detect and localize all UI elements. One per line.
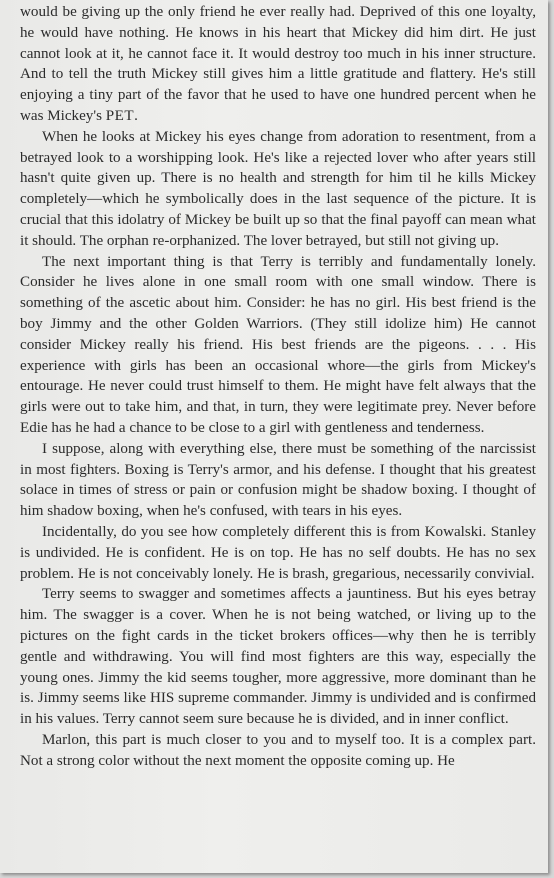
paragraph-1 (20, 2, 536, 127)
paragraph-7: Marlon, this part is much closer to you and to myself too. It is a complex part. Not a strong color without the next moment the opposite coming up. He (20, 731, 536, 769)
paragraph-6: Terry seems to swagger and sometimes affects a jauntiness. But his eyes betray him. The swagger is a cover. When he is not being watched, or living up to the pictures on the fight cards in the ticket brokers offices—why then he is terribly gentle and withdrawing. You will find most fighters are this way, especially the young ones. Jimmy the kid seems tougher, more aggressive, more dominant than he is. Jimmy seems like HIS supreme commander. Jimmy is undivided and is confirmed in his values. Terry cannot seem sure because he is divided, and in inner conflict. (20, 586, 536, 728)
paragraph-2: When he looks at Mickey his eyes change from adoration to resentment, from a betrayed look to a worshipping look. He's like a rejected lover who after years still hasn't quite given up. There is no health and strength for him til he kills Mickey completely—which he symbolically does in the last sequence of the picture. It is crucial that this idolatry of Mickey be built up so that the final payoff can mean what it should. The orphan re-orphanized. The lover betrayed, but still not giving up. (20, 128, 536, 249)
body-text (20, 2, 536, 771)
paragraph-5: Incidentally, do you see how completely different this is from Kowalski. Stanley is undivided. He is confident. He is on top. He has no self doubts. He has no sex problem. He is not conceivably lonely. He is brash, gregarious, necessarily convivial. (20, 523, 536, 582)
paragraph-1-text: would be giving up the only friend he ever really had. Deprived of this one loyalty, he would have nothing. He knows in his heart that Mickey did him dirt. He just cannot look at it, he cannot face it. It would destroy too much in his inner structure. And to tell the truth Mickey still gives him a little gratitude and flattery. He's still enjoying a tiny part of the favor that he used to have one hundred percent when he was Mickey's (20, 4, 536, 124)
pet-small-caps: PET (105, 107, 135, 124)
paragraph-1-end: . (134, 107, 138, 124)
paragraph-3: The next important thing is that Terry is terribly and fundamentally lonely. Consider he lives alone in one small room with one small window. There is something of the ascetic about him. Consider: he has no girl. His best friend is the boy Jimmy and the other Golden Warriors. (They still idolize him) He cannot consider Mickey really his friend. His best friends are the pigeons. . . . His experience with girls has been an occasional whore—the girls from Mickey's entourage. He never could trust himself to them. He might have felt always that the girls were out to take him, and that, in turn, they were legitimate prey. Never before Edie has he had a chance to be close to a girl with gentleness and tenderness. (20, 253, 536, 436)
paragraph-4: I suppose, along with everything else, there must be something of the narcissist in most fighters. Boxing is Terry's armor, and his defense. I thought that his greatest solace in times of stress or pain or confusion might be shadow boxing. I thought of him shadow boxing, when he's confused, with tears in his eyes. (20, 440, 536, 520)
